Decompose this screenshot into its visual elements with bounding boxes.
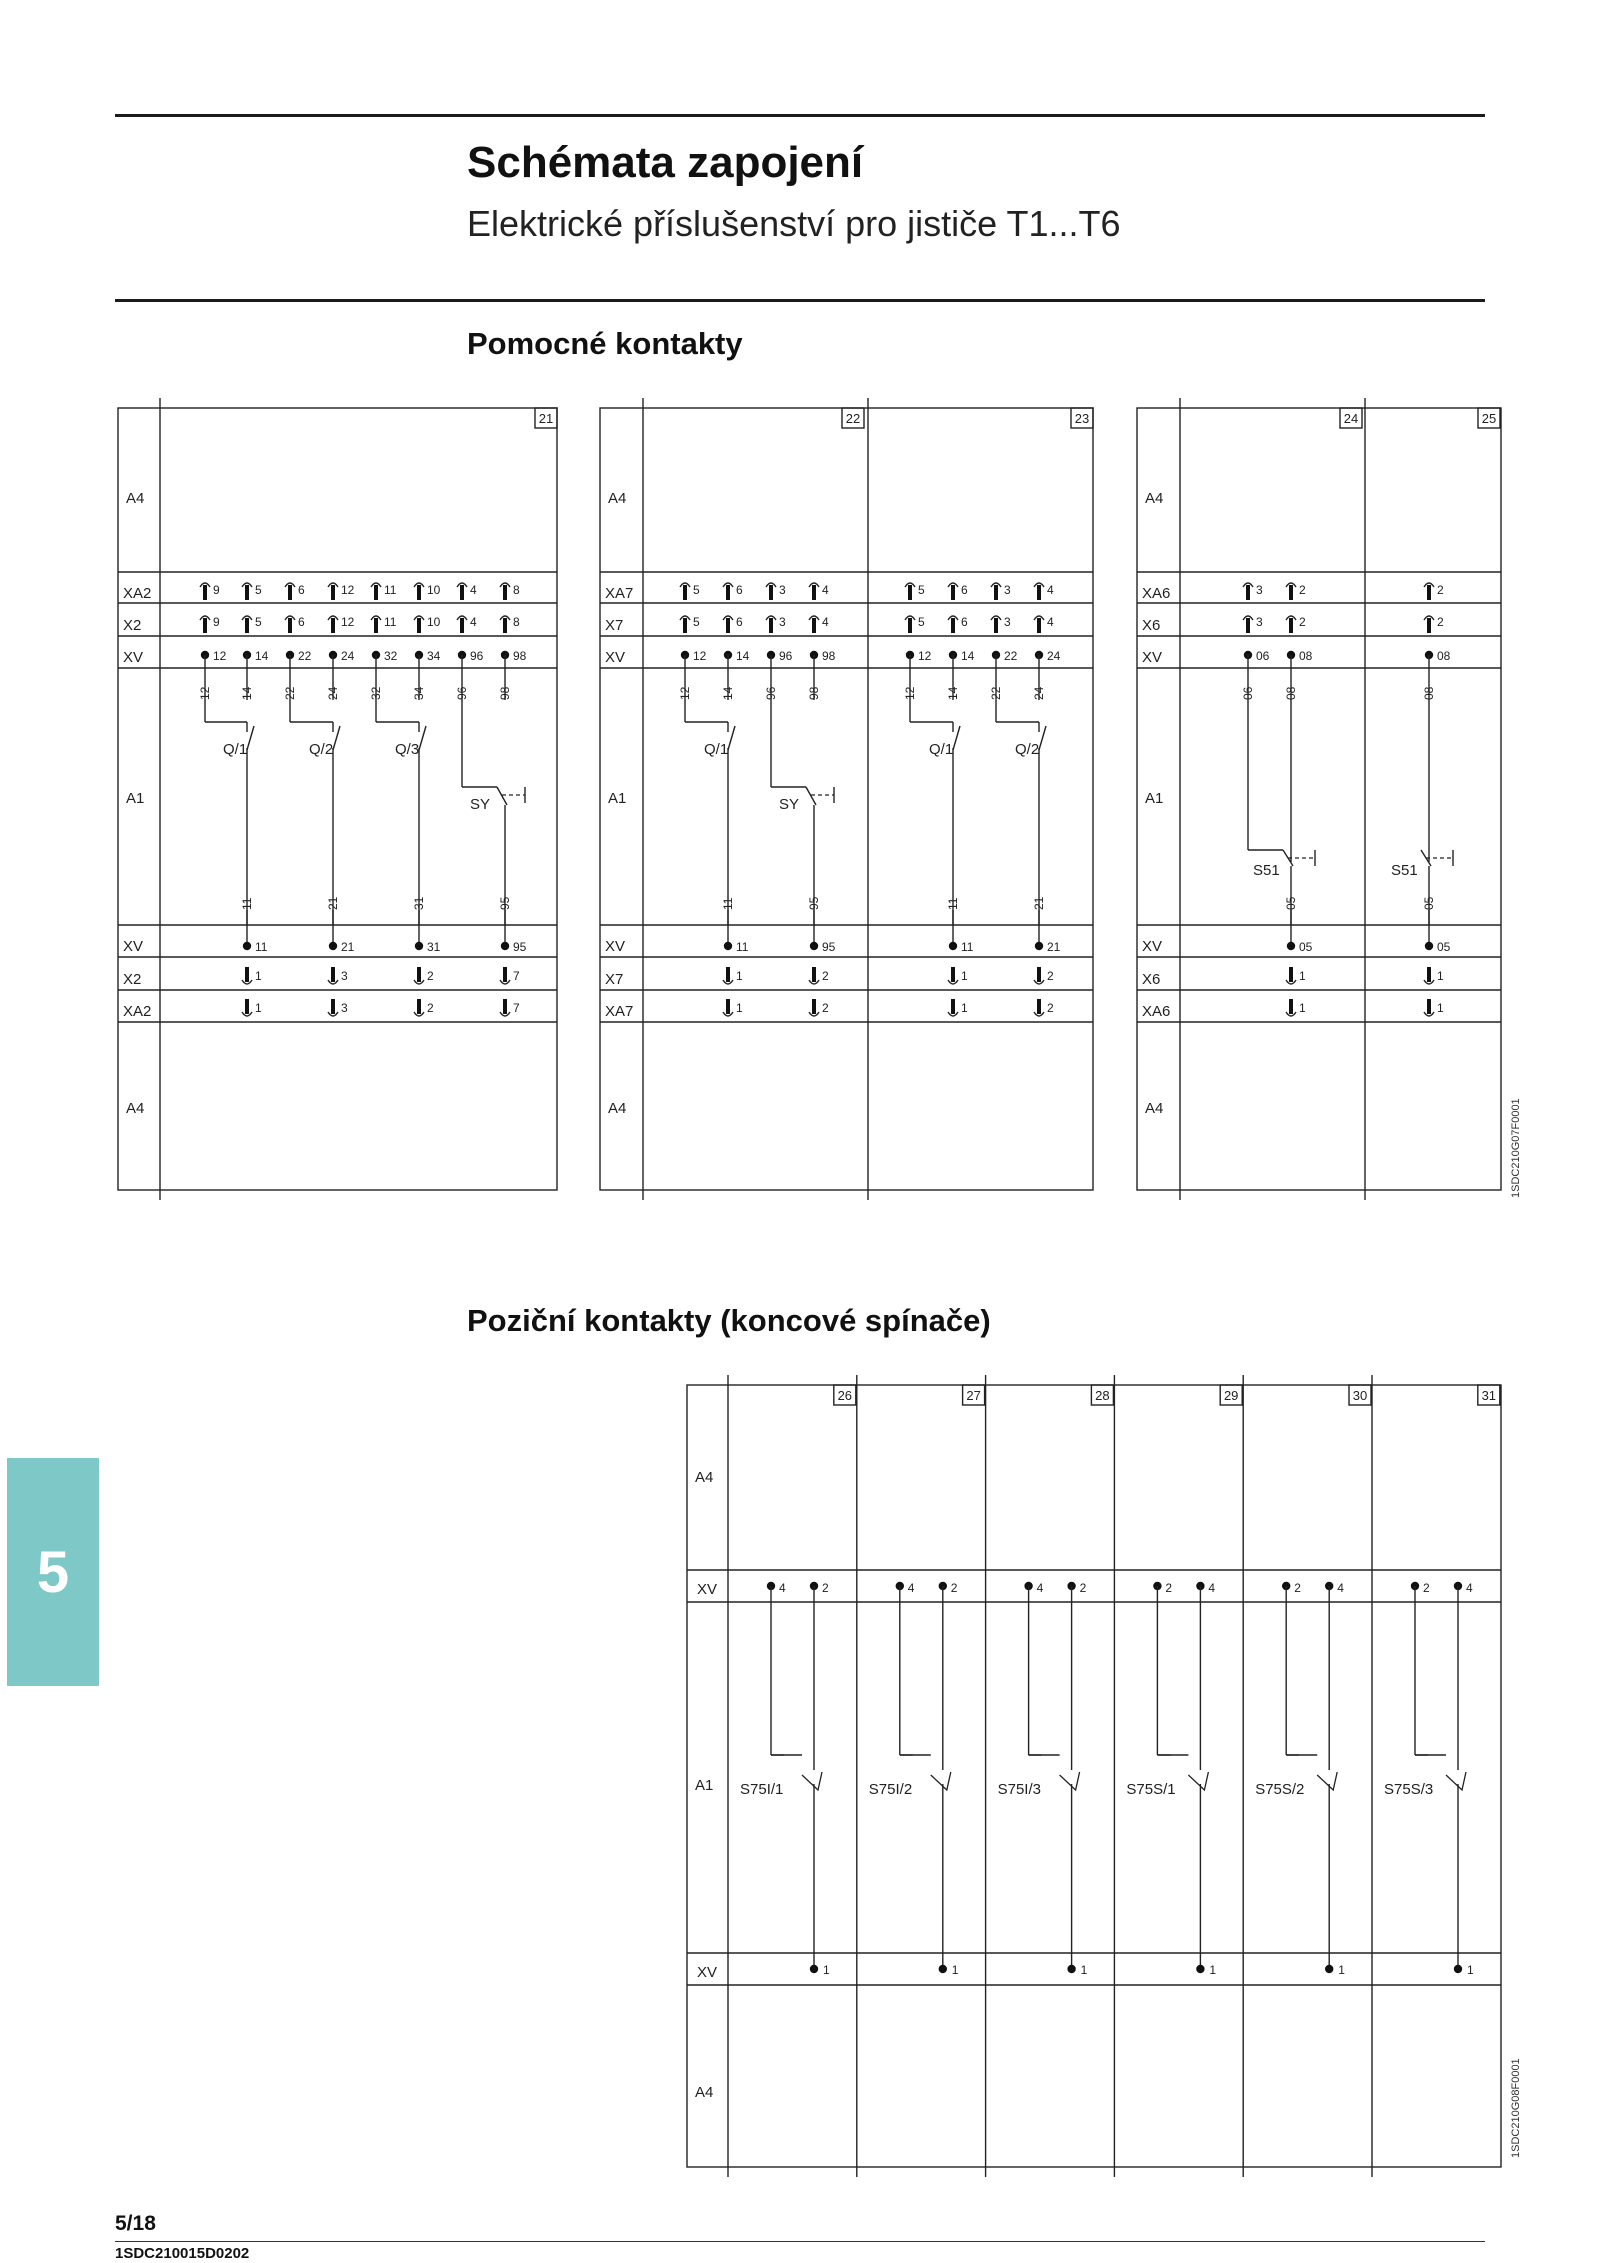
pin-number: 11 <box>384 583 397 597</box>
zone-label: A1 <box>1145 790 1164 807</box>
xv-number: 12 <box>693 649 707 663</box>
zone-label: A4 <box>608 1100 627 1117</box>
row-label: X7 <box>605 617 624 634</box>
row-label: X2 <box>123 617 142 634</box>
row-label: XV <box>123 649 144 666</box>
wire-number: 12 <box>678 686 692 700</box>
contact-blade <box>419 726 426 750</box>
xv-number: 14 <box>961 649 975 663</box>
wire-number: 06 <box>1241 686 1255 700</box>
pin-number: 2 <box>1299 615 1306 629</box>
top-plug-pin <box>1037 585 1041 600</box>
wire-number: 34 <box>412 686 426 700</box>
pin-number: 1 <box>736 969 743 983</box>
top-plug-pin <box>288 585 292 600</box>
zone-label: A4 <box>1145 1100 1164 1117</box>
wire-number: 11 <box>240 897 254 910</box>
xv-number: 11 <box>255 940 268 954</box>
row-label: X2 <box>123 971 142 988</box>
pin-number: 7 <box>513 1001 520 1015</box>
document-code: 1SDC210015D0202 <box>115 2245 250 2262</box>
contact-blade <box>1060 1772 1080 1790</box>
row-label: XV <box>1142 938 1163 955</box>
contact-label: S75I/3 <box>997 1781 1041 1798</box>
xv-number: 2 <box>1423 1581 1430 1595</box>
xv-number: 12 <box>918 649 932 663</box>
contact-label: S75S/1 <box>1126 1781 1176 1798</box>
bottom-plug-pin <box>1037 967 1041 982</box>
page-title: Schémata zapojení <box>467 138 864 187</box>
pin-number: 2 <box>1047 969 1054 983</box>
contact-label: S75I/1 <box>740 1781 784 1798</box>
pin-number: 6 <box>736 615 743 629</box>
row-label: XA6 <box>1142 1003 1171 1020</box>
row-label: XV <box>605 649 626 666</box>
top-plug-pin <box>1427 585 1431 600</box>
xv-number: 4 <box>1208 1581 1216 1595</box>
top-plug-pin <box>726 618 730 633</box>
xv-number: 1 <box>1080 1963 1088 1977</box>
page-number: 5/18 <box>115 2212 156 2235</box>
pin-number: 5 <box>693 583 700 597</box>
xv-number: 4 <box>1466 1581 1473 1595</box>
xv-number: 24 <box>341 649 355 663</box>
pos-panel-frame <box>687 1385 1501 2167</box>
contact-label: S75S/3 <box>1384 1781 1434 1798</box>
xv-number: 98 <box>513 649 527 663</box>
bottom-plug-pin <box>245 999 249 1014</box>
contact-label: S51 <box>1391 862 1418 879</box>
xv-number: 95 <box>513 940 527 954</box>
top-plug-pin <box>503 618 507 633</box>
chapter-number: 5 <box>36 1539 70 1605</box>
section-title-pos: Poziční kontakty (koncové spínače) <box>467 1303 991 1338</box>
pin-number: 6 <box>961 615 968 629</box>
top-plug-pin <box>331 585 335 600</box>
pin-number: 4 <box>470 615 477 629</box>
bottom-plug-pin <box>1289 999 1293 1014</box>
top-plug-pin <box>812 585 816 600</box>
pin-number: 7 <box>513 969 520 983</box>
row-label: XA7 <box>605 1003 634 1020</box>
pin-number: 5 <box>255 583 262 597</box>
top-plug-pin <box>1289 618 1293 633</box>
wire-number: 95 <box>498 896 512 910</box>
xv-number: 2 <box>950 1581 958 1595</box>
zone-label: A1 <box>695 1777 714 1794</box>
wire-number: 96 <box>455 686 469 700</box>
wire-number: 14 <box>240 686 254 700</box>
pin-number: 9 <box>213 583 220 597</box>
pin-number: 3 <box>779 615 786 629</box>
xv-number: 2 <box>1165 1581 1173 1595</box>
pin-number: 10 <box>427 615 441 629</box>
chapter-tab[interactable] <box>7 1458 99 1686</box>
row-label: X7 <box>605 971 624 988</box>
xv-number: 1 <box>951 1963 959 1977</box>
circuit-number: 31 <box>1481 1388 1497 1403</box>
contact-label: Q/1 <box>929 741 954 758</box>
pin-number: 5 <box>255 615 262 629</box>
pin-number: 9 <box>213 615 220 629</box>
top-plug-pin <box>245 585 249 600</box>
contact-blade <box>802 1772 822 1790</box>
wire-number: 14 <box>946 686 960 700</box>
top-plug-pin <box>683 618 687 633</box>
row-label: XV <box>1142 649 1163 666</box>
pin-number: 6 <box>961 583 968 597</box>
xv-terminal <box>724 942 732 950</box>
pin-number: 1 <box>961 1001 968 1015</box>
contact-blade <box>333 726 340 750</box>
zone-label: A4 <box>126 1100 145 1117</box>
xv-number: 12 <box>213 649 227 663</box>
pin-number: 1 <box>1437 1001 1444 1015</box>
wire-number: 24 <box>1032 686 1046 700</box>
xv-number: 2 <box>1079 1581 1087 1595</box>
row-label: XV <box>697 1964 718 1981</box>
bottom-plug-pin <box>726 967 730 982</box>
top-plug-pin <box>908 585 912 600</box>
pin-number: 1 <box>255 1001 262 1015</box>
top-plug-pin <box>203 585 207 600</box>
pin-number: 11 <box>384 615 397 629</box>
pin-number: 1 <box>736 1001 743 1015</box>
contact-label: Q/3 <box>395 741 420 758</box>
xv-number: 06 <box>1256 649 1270 663</box>
pin-number: 4 <box>822 615 829 629</box>
xv-terminal <box>329 942 337 950</box>
zone-label: A1 <box>126 790 145 807</box>
top-plug-pin <box>1246 618 1250 633</box>
contact-label: S75S/2 <box>1255 1781 1305 1798</box>
bottom-plug-pin <box>331 967 335 982</box>
zone-label: A4 <box>695 1469 714 1486</box>
contact-blade <box>1188 1772 1208 1790</box>
pin-number: 4 <box>1047 583 1054 597</box>
drawing-code-aux: 1SDC210G07F0001 <box>1510 1098 1522 1198</box>
circuit-number: 25 <box>1481 411 1497 426</box>
pin-number: 6 <box>298 615 305 629</box>
top-plug-pin <box>503 585 507 600</box>
top-plug-pin <box>288 618 292 633</box>
row-label: XV <box>123 938 144 955</box>
xv-number: 08 <box>1299 649 1313 663</box>
xv-terminal <box>243 942 251 950</box>
xv-number: 14 <box>255 649 269 663</box>
wire-number: 22 <box>283 686 297 700</box>
circuit-number: 29 <box>1223 1388 1239 1403</box>
bottom-plug-pin <box>951 967 955 982</box>
contact-blade <box>1446 1772 1466 1790</box>
xv-number: 24 <box>1047 649 1061 663</box>
top-plug-pin <box>1289 585 1293 600</box>
row-label: XV <box>605 938 626 955</box>
xv-terminal <box>1454 1965 1462 1973</box>
wire-number: 95 <box>807 896 821 910</box>
pin-number: 3 <box>779 583 786 597</box>
wire-number: 12 <box>198 686 212 700</box>
xv-number: 98 <box>822 649 836 663</box>
contact-blade <box>1039 726 1046 750</box>
bottom-plug-pin <box>417 999 421 1014</box>
pin-number: 1 <box>1437 969 1444 983</box>
top-plug-pin <box>460 618 464 633</box>
top-plug-pin <box>951 618 955 633</box>
bottom-plug-pin <box>1427 967 1431 982</box>
aux-panel-frame <box>1137 408 1501 1190</box>
pin-number: 3 <box>1004 615 1011 629</box>
top-plug-pin <box>994 618 998 633</box>
pin-number: 2 <box>1437 615 1444 629</box>
wire-number: 98 <box>498 686 512 700</box>
row-label: XA7 <box>605 585 634 602</box>
contact-label: SY <box>779 796 800 813</box>
top-plug-pin <box>245 618 249 633</box>
xv-terminal <box>1067 1965 1075 1973</box>
pin-number: 6 <box>736 583 743 597</box>
circuit-number: 28 <box>1095 1388 1110 1403</box>
row-label: XA6 <box>1142 585 1171 602</box>
pin-number: 2 <box>1437 583 1444 597</box>
xv-number: 14 <box>736 649 750 663</box>
page-subtitle: Elektrické příslušenství pro jističe T1...T6 <box>467 203 1121 244</box>
circuit-number: 23 <box>1074 411 1090 426</box>
row-label: X6 <box>1142 971 1161 988</box>
wire-number: 14 <box>721 686 735 700</box>
wire-number: 21 <box>326 896 340 910</box>
zone-label: A4 <box>608 490 627 507</box>
pin-number: 3 <box>341 1001 348 1015</box>
xv-number: 1 <box>1209 1963 1217 1977</box>
wire-number: 24 <box>326 686 340 700</box>
top-plug-pin <box>417 618 421 633</box>
row-label: XA2 <box>123 585 152 602</box>
row-label: XV <box>697 1581 718 1598</box>
wire-number: 31 <box>412 896 426 910</box>
xv-number: 4 <box>1337 1581 1344 1595</box>
pin-number: 5 <box>918 583 925 597</box>
xv-number: 96 <box>470 649 484 663</box>
bottom-plug-pin <box>812 999 816 1014</box>
pin-number: 3 <box>1256 615 1263 629</box>
pin-number: 3 <box>1256 583 1263 597</box>
wire-number: 08 <box>1422 686 1436 700</box>
pin-number: 8 <box>513 583 520 597</box>
circuit-number: 24 <box>1343 411 1359 426</box>
contact-label: Q/2 <box>1015 741 1040 758</box>
top-plug-pin <box>417 585 421 600</box>
xv-number: 11 <box>961 940 974 954</box>
xv-number: 4 <box>779 1581 786 1595</box>
wire-number: 11 <box>721 897 735 910</box>
xv-number: 1 <box>1338 1963 1345 1977</box>
pin-number: 2 <box>822 969 829 983</box>
xv-number: 11 <box>736 940 749 954</box>
contact-label: SY <box>470 796 491 813</box>
bottom-plug-pin <box>951 999 955 1014</box>
xv-terminal <box>1196 1965 1204 1973</box>
top-plug-pin <box>994 585 998 600</box>
contact-label: S51 <box>1253 862 1280 879</box>
xv-number: 1 <box>823 1963 830 1977</box>
xv-number: 34 <box>427 649 441 663</box>
xv-number: 22 <box>298 649 312 663</box>
pin-number: 1 <box>255 969 262 983</box>
circuit-number: 27 <box>966 1388 981 1403</box>
footer-rule <box>115 2241 1485 2242</box>
contact-blade <box>931 1772 951 1790</box>
circuit-number: 30 <box>1352 1388 1368 1403</box>
bottom-plug-pin <box>726 999 730 1014</box>
bottom-plug-pin <box>1037 999 1041 1014</box>
xv-terminal <box>939 1965 947 1973</box>
top-plug-pin <box>908 618 912 633</box>
top-plug-pin <box>1246 585 1250 600</box>
xv-terminal <box>1035 942 1043 950</box>
xv-number: 08 <box>1437 649 1451 663</box>
circuit-number: 21 <box>538 411 554 426</box>
top-plug-pin <box>726 585 730 600</box>
xv-terminal <box>810 942 818 950</box>
row-label: X6 <box>1142 617 1161 634</box>
xv-terminal <box>1287 942 1295 950</box>
wire-number: 05 <box>1284 896 1298 910</box>
pin-number: 5 <box>918 615 925 629</box>
contact-blade <box>1317 1772 1337 1790</box>
top-plug-pin <box>951 585 955 600</box>
xv-number: 05 <box>1437 940 1451 954</box>
xv-number: 05 <box>1299 940 1313 954</box>
contact-blade <box>728 726 735 750</box>
top-plug-pin <box>331 618 335 633</box>
top-plug-pin <box>203 618 207 633</box>
pin-number: 12 <box>341 583 355 597</box>
bottom-plug-pin <box>503 967 507 982</box>
bottom-plug-pin <box>503 999 507 1014</box>
contact-blade <box>497 787 507 805</box>
pin-number: 2 <box>427 969 434 983</box>
xv-terminal <box>1325 1965 1333 1973</box>
top-plug-pin <box>769 618 773 633</box>
wire-number: 98 <box>807 686 821 700</box>
bottom-plug-pin <box>245 967 249 982</box>
top-plug-pin <box>812 618 816 633</box>
xv-number: 2 <box>1294 1581 1301 1595</box>
wire-number: 22 <box>989 686 1003 700</box>
xv-terminal <box>415 942 423 950</box>
wire-number: 08 <box>1284 686 1298 700</box>
xv-number: 4 <box>1036 1581 1044 1595</box>
pin-number: 3 <box>1004 583 1011 597</box>
wire-number: 21 <box>1032 896 1046 910</box>
section-title-aux: Pomocné kontakty <box>467 326 743 361</box>
top-plug-pin <box>1037 618 1041 633</box>
top-plug-pin <box>374 585 378 600</box>
top-plug-pin <box>374 618 378 633</box>
xv-terminal <box>949 942 957 950</box>
xv-terminal <box>810 1965 818 1973</box>
pin-number: 1 <box>1299 969 1306 983</box>
pin-number: 12 <box>341 615 355 629</box>
contact-label: Q/1 <box>704 741 729 758</box>
xv-number: 31 <box>427 940 441 954</box>
zone-label: A4 <box>126 490 145 507</box>
contact-label: Q/1 <box>223 741 248 758</box>
xv-number: 2 <box>822 1581 829 1595</box>
contact-blade <box>953 726 960 750</box>
xv-terminal <box>501 942 509 950</box>
pin-number: 4 <box>822 583 829 597</box>
pin-number: 6 <box>298 583 305 597</box>
pin-number: 4 <box>1047 615 1054 629</box>
pin-number: 2 <box>1299 583 1306 597</box>
pin-number: 1 <box>1299 1001 1306 1015</box>
top-plug-pin <box>683 585 687 600</box>
xv-number: 21 <box>341 940 355 954</box>
pin-number: 5 <box>693 615 700 629</box>
top-plug-pin <box>460 585 464 600</box>
xv-number: 21 <box>1047 940 1061 954</box>
contact-blade <box>806 787 816 805</box>
contact-blade <box>247 726 254 750</box>
xv-terminal <box>1425 942 1433 950</box>
top-plug-pin <box>1427 618 1431 633</box>
wire-number: 96 <box>764 686 778 700</box>
bottom-plug-pin <box>812 967 816 982</box>
contact-label: S75I/2 <box>868 1781 913 1798</box>
pin-number: 1 <box>961 969 968 983</box>
drawing-code-pos: 1SDC210G08F0001 <box>1510 2058 1522 2158</box>
xv-number: 32 <box>384 649 398 663</box>
wire-number: 05 <box>1422 896 1436 910</box>
pin-number: 4 <box>470 583 477 597</box>
top-plug-pin <box>769 585 773 600</box>
xv-number: 4 <box>907 1581 915 1595</box>
pin-number: 2 <box>427 1001 434 1015</box>
pin-number: 2 <box>1047 1001 1054 1015</box>
row-label: XA2 <box>123 1003 152 1020</box>
circuit-number: 22 <box>845 411 861 426</box>
xv-number: 22 <box>1004 649 1018 663</box>
zone-label: A4 <box>695 2084 714 2101</box>
xv-number: 1 <box>1467 1963 1474 1977</box>
zone-label: A4 <box>1145 490 1164 507</box>
aux-panel-frame <box>600 408 1093 1190</box>
wire-number: 32 <box>369 686 383 700</box>
wire-number: 12 <box>903 686 917 700</box>
pin-number: 10 <box>427 583 441 597</box>
bottom-plug-pin <box>331 999 335 1014</box>
circuit-number: 26 <box>837 1388 853 1403</box>
wire-number: 11 <box>946 897 960 910</box>
aux-panel-frame <box>118 408 557 1190</box>
bottom-plug-pin <box>1427 999 1431 1014</box>
zone-label: A1 <box>608 790 627 807</box>
xv-number: 96 <box>779 649 793 663</box>
xv-number: 95 <box>822 940 836 954</box>
pin-number: 3 <box>341 969 348 983</box>
bottom-plug-pin <box>417 967 421 982</box>
contact-label: Q/2 <box>309 741 334 758</box>
pin-number: 2 <box>822 1001 829 1015</box>
bottom-plug-pin <box>1289 967 1293 982</box>
pin-number: 8 <box>513 615 520 629</box>
